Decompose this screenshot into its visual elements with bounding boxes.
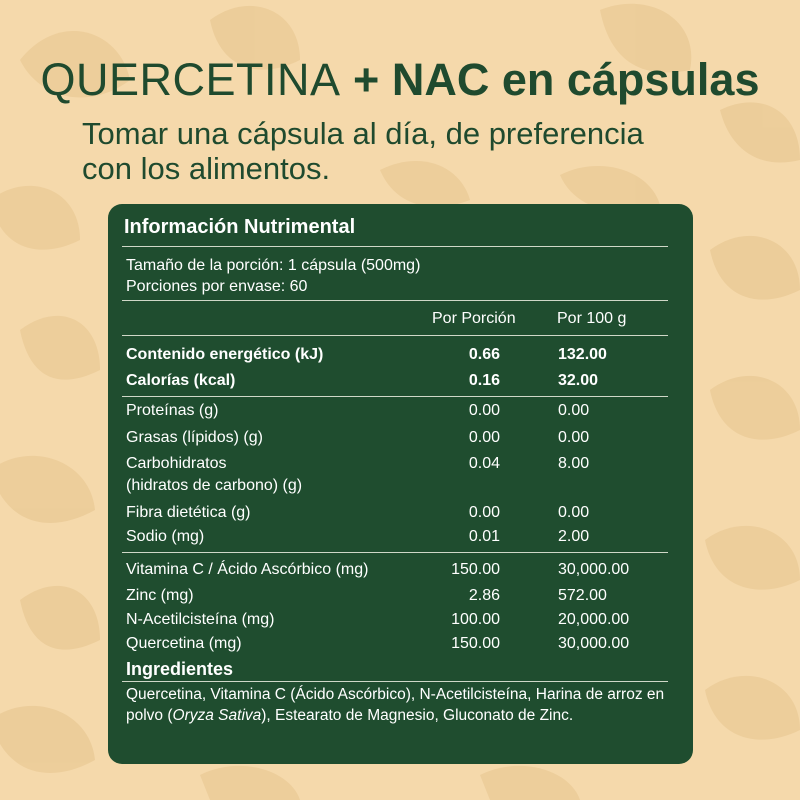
usage-instructions	[82, 116, 742, 186]
nutrient-per-100g: 30,000.00	[558, 561, 630, 578]
nutrient-per-serving: 100.00	[451, 611, 500, 628]
servings-per-container: Porciones por envase: 60	[126, 278, 308, 295]
nutrient-per-serving: 2.86	[468, 587, 500, 604]
col-header-per-100g: Por 100 g	[557, 310, 627, 327]
nutrient-per-100g: 0.00	[558, 429, 590, 446]
leaf-icon	[480, 766, 580, 800]
nutrient-per-100g: 20,000.00	[558, 611, 630, 628]
ingredients-list	[126, 684, 686, 726]
nutrient-label: Carbohidratos	[126, 455, 227, 472]
leaf-icon	[20, 316, 100, 380]
divider	[122, 396, 668, 397]
nutrient-label: Zinc (mg)	[126, 587, 194, 604]
leaf-icon	[710, 376, 800, 440]
ingredients-scientific-name: Oryza Sativa	[172, 707, 262, 724]
nutrient-per-serving: 0.16	[468, 372, 500, 389]
nutrient-per-100g: 32.00	[558, 372, 599, 389]
nutrient-per-100g: 572.00	[558, 587, 607, 604]
nutrient-label: Contenido energético (kJ)	[126, 346, 324, 363]
nutrient-label: Vitamina C / Ácido Ascórbico (mg)	[126, 561, 369, 578]
serving-size: Tamaño de la porción: 1 cápsula (500mg)	[126, 257, 421, 274]
nutrient-per-100g: 8.00	[558, 455, 590, 472]
divider	[122, 300, 668, 301]
title-plus-nac: + NAC	[353, 54, 490, 105]
title-capsules: en cápsulas	[501, 54, 760, 105]
leaf-icon	[20, 586, 100, 650]
page-title	[0, 52, 800, 108]
usage-line-1: Tomar una cápsula al día, de preferencia	[82, 116, 644, 151]
leaf-icon	[0, 706, 95, 773]
nutrient-label: Grasas (lípidos) (g)	[126, 429, 263, 446]
nutrition-panel-title: Información Nutrimental	[124, 216, 356, 238]
title-product: QUERCETINA	[40, 54, 341, 105]
nutrition-facts-panel	[108, 204, 693, 764]
nutrient-per-serving: 150.00	[451, 635, 500, 652]
col-header-per-serving: Por Porción	[432, 310, 516, 327]
nutrient-per-100g: 0.00	[558, 504, 590, 521]
leaf-icon	[200, 766, 300, 800]
nutrient-label: Quercetina (mg)	[126, 635, 242, 652]
divider	[122, 246, 668, 247]
divider	[122, 335, 668, 336]
nutrient-label: Fibra dietética (g)	[126, 504, 251, 521]
ingredients-text-part: Quercetina, Vitamina C (Ácido Ascórbico), N-Acetilcisteína, Harina de arroz en polvo (	[126, 686, 665, 724]
leaf-icon	[0, 186, 80, 250]
nutrient-per-100g: 30,000.00	[558, 635, 630, 652]
nutrient-per-serving: 0.00	[468, 429, 500, 446]
divider	[122, 552, 668, 553]
usage-line-2: con los alimentos.	[82, 151, 331, 186]
nutrient-per-serving: 150.00	[451, 561, 500, 578]
nutrient-per-serving: 0.00	[468, 402, 500, 419]
leaf-icon	[705, 676, 800, 740]
divider	[122, 681, 668, 682]
nutrient-per-100g: 0.00	[558, 402, 590, 419]
ingredients-title: Ingredientes	[126, 659, 234, 679]
leaf-icon	[705, 526, 800, 590]
nutrient-label: Calorías (kcal)	[126, 372, 236, 389]
nutrient-label: Sodio (mg)	[126, 528, 205, 545]
nutrient-per-serving: 0.04	[468, 455, 500, 472]
nutrient-per-100g: 132.00	[558, 346, 607, 363]
nutrient-per-serving: 0.00	[468, 504, 500, 521]
ingredients-text-part: ), Estearato de Magnesio, Gluconato de Zinc.	[261, 707, 574, 724]
nutrient-label-continued: (hidratos de carbono) (g)	[126, 477, 303, 494]
leaf-icon	[710, 236, 800, 300]
leaf-icon	[0, 456, 95, 523]
nutrient-per-100g: 2.00	[558, 528, 590, 545]
nutrient-per-serving: 0.66	[468, 346, 500, 363]
nutrient-per-serving: 0.01	[468, 528, 500, 545]
nutrient-label: Proteínas (g)	[126, 402, 219, 419]
nutrient-label: N-Acetilcisteína (mg)	[126, 611, 275, 628]
